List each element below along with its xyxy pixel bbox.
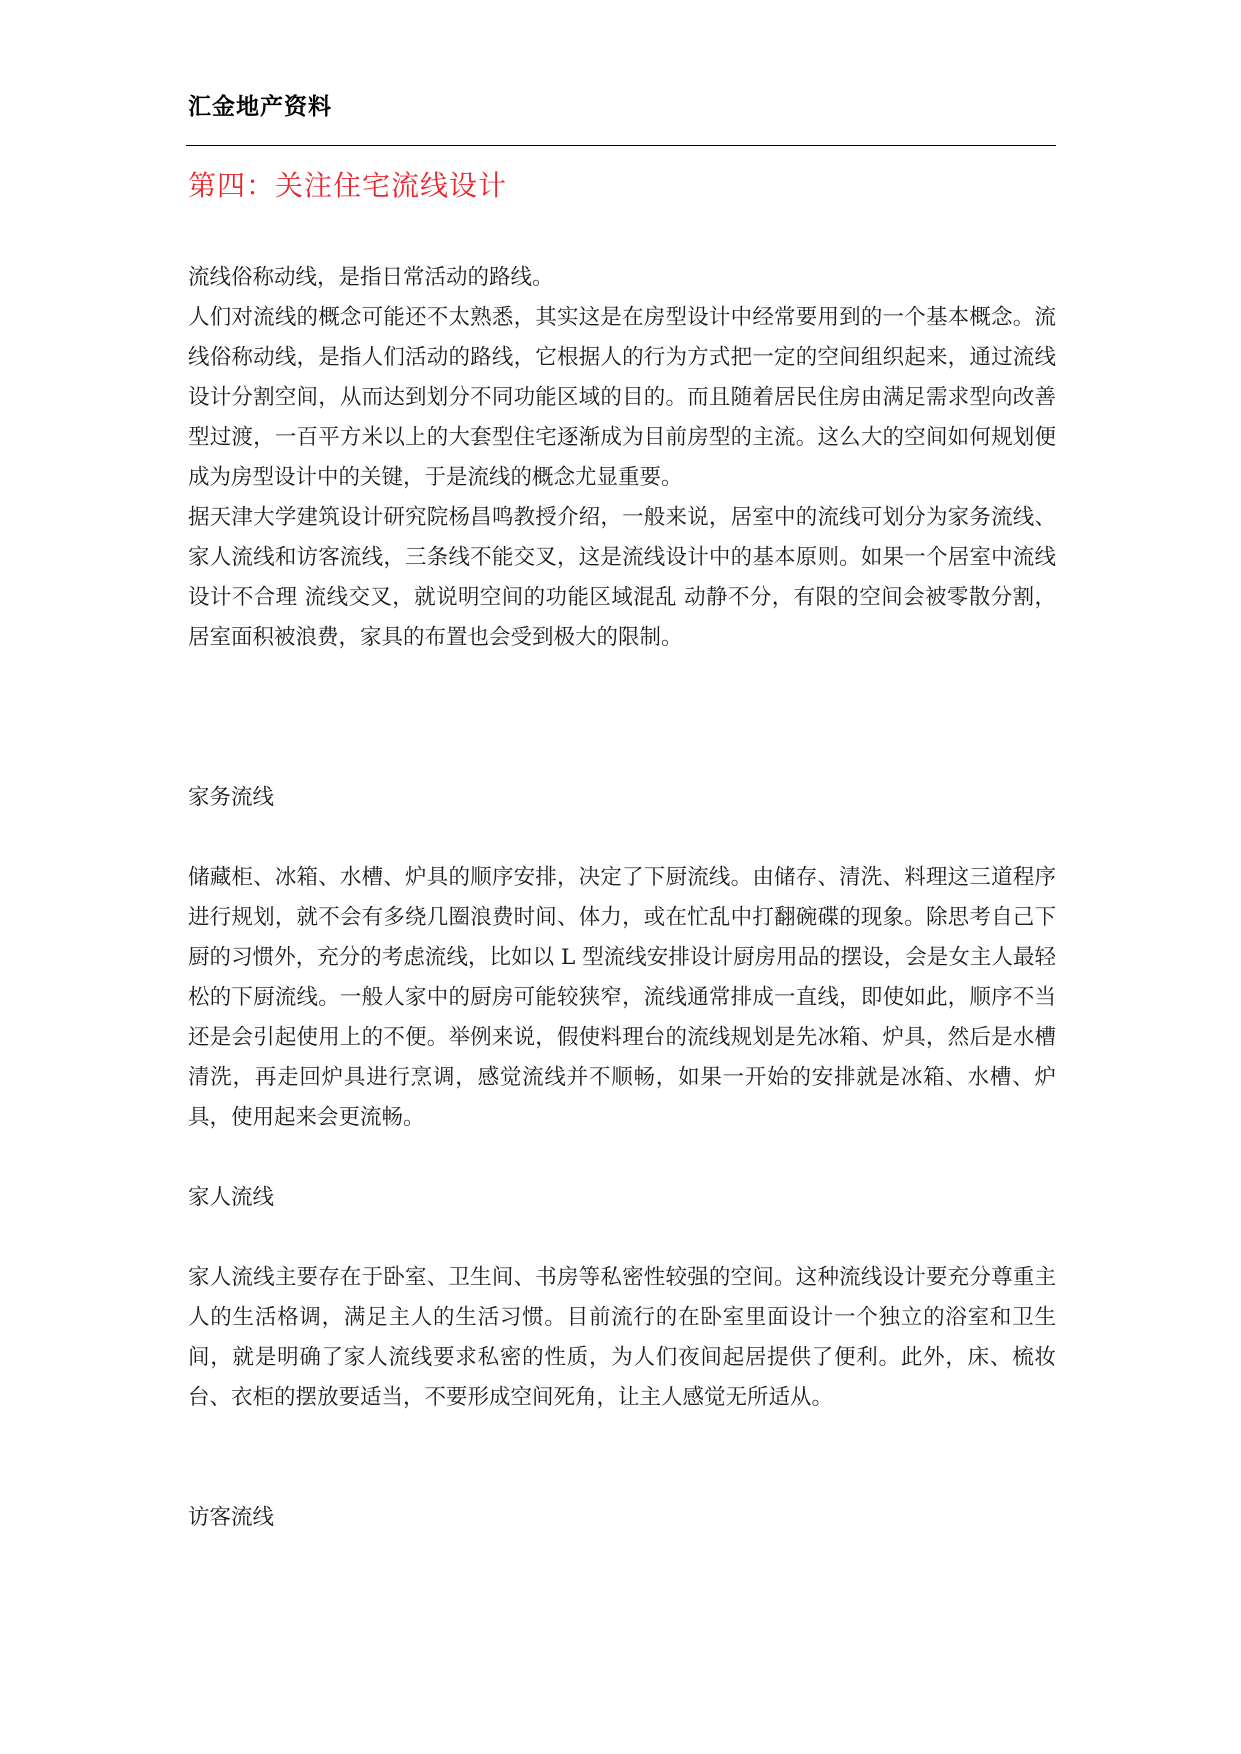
intro-paragraph-2: 人们对流线的概念可能还不太熟悉，其实这是在房型设计中经常要用到的一个基本概念。流线俗称动线，是指人们活动的路线，它根据人的行为方式把一定的空间组织起来，通过流线设计分割空间，从而达到划分不同功能区域的目的。而且随着居民住房由满足需求型向改善型过渡，一百平方米以上的大套型住宅逐渐成为目前房型的主流。这么大的空间如何规划便成为房型设计中的关键，于是流线的概念尤显重要。 — [188, 305, 1056, 490]
family-block — [188, 1258, 1056, 1418]
intro-paragraph-3: 据天津大学建筑设计研究院杨昌鸣教授介绍，一般来说，居室中的流线可划分为家务流线、家人流线和访客流线，三条线不能交叉，这是流线设计中的基本原则。如果一个居室中流线设计不合理 流线交叉，就说明空间的功能区域混乱 动静不分，有限的空间会被零散分割，居室面积被浪费，家具的布置也会受到极大的限制。 — [188, 505, 1056, 650]
housework-block — [188, 858, 1056, 1138]
intro-block — [188, 258, 1056, 658]
subheading-visitor: 访客流线 — [188, 1505, 275, 1530]
housework-paragraph: 储藏柜、冰箱、水槽、炉具的顺序安排，决定了下厨流线。由储存、清洗、料理这三道程序进行规划，就不会有多绕几圈浪费时间、体力，或在忙乱中打翻碗碟的现象。除思考自己下厨的习惯外，充分的考虑流线，比如以 L 型流线安排设计厨房用品的摆设，会是女主人最轻松的下厨流线。一般人家中的厨房可能较狭窄，流线通常排成一直线，即使如此，顺序不当还是会引起使用上的不便。举例来说，假使料理台的流线规划是先冰箱、炉具，然后是水槽清洗，再走回炉具进行烹调，感觉流线并不顺畅，如果一开始的安排就是冰箱、水槽、炉具，使用起来会更流畅。 — [188, 865, 1056, 1130]
subheading-housework: 家务流线 — [188, 785, 275, 810]
section-title: 第四：关注住宅流线设计 — [188, 169, 508, 202]
header-divider — [186, 145, 1056, 146]
subheading-family: 家人流线 — [188, 1185, 275, 1210]
document-header-title: 汇金地产资料 — [188, 94, 332, 120]
family-paragraph: 家人流线主要存在于卧室、卫生间、书房等私密性较强的空间。这种流线设计要充分尊重主人的生活格调，满足主人的生活习惯。目前流行的在卧室里面设计一个独立的浴室和卫生间，就是明确了家人流线要求私密的性质，为人们夜间起居提供了便利。此外，床、梳妆台、衣柜的摆放要适当，不要形成空间死角，让主人感觉无所适从。 — [188, 1265, 1056, 1410]
intro-paragraph-1: 流线俗称动线，是指日常活动的路线。 — [188, 265, 554, 290]
